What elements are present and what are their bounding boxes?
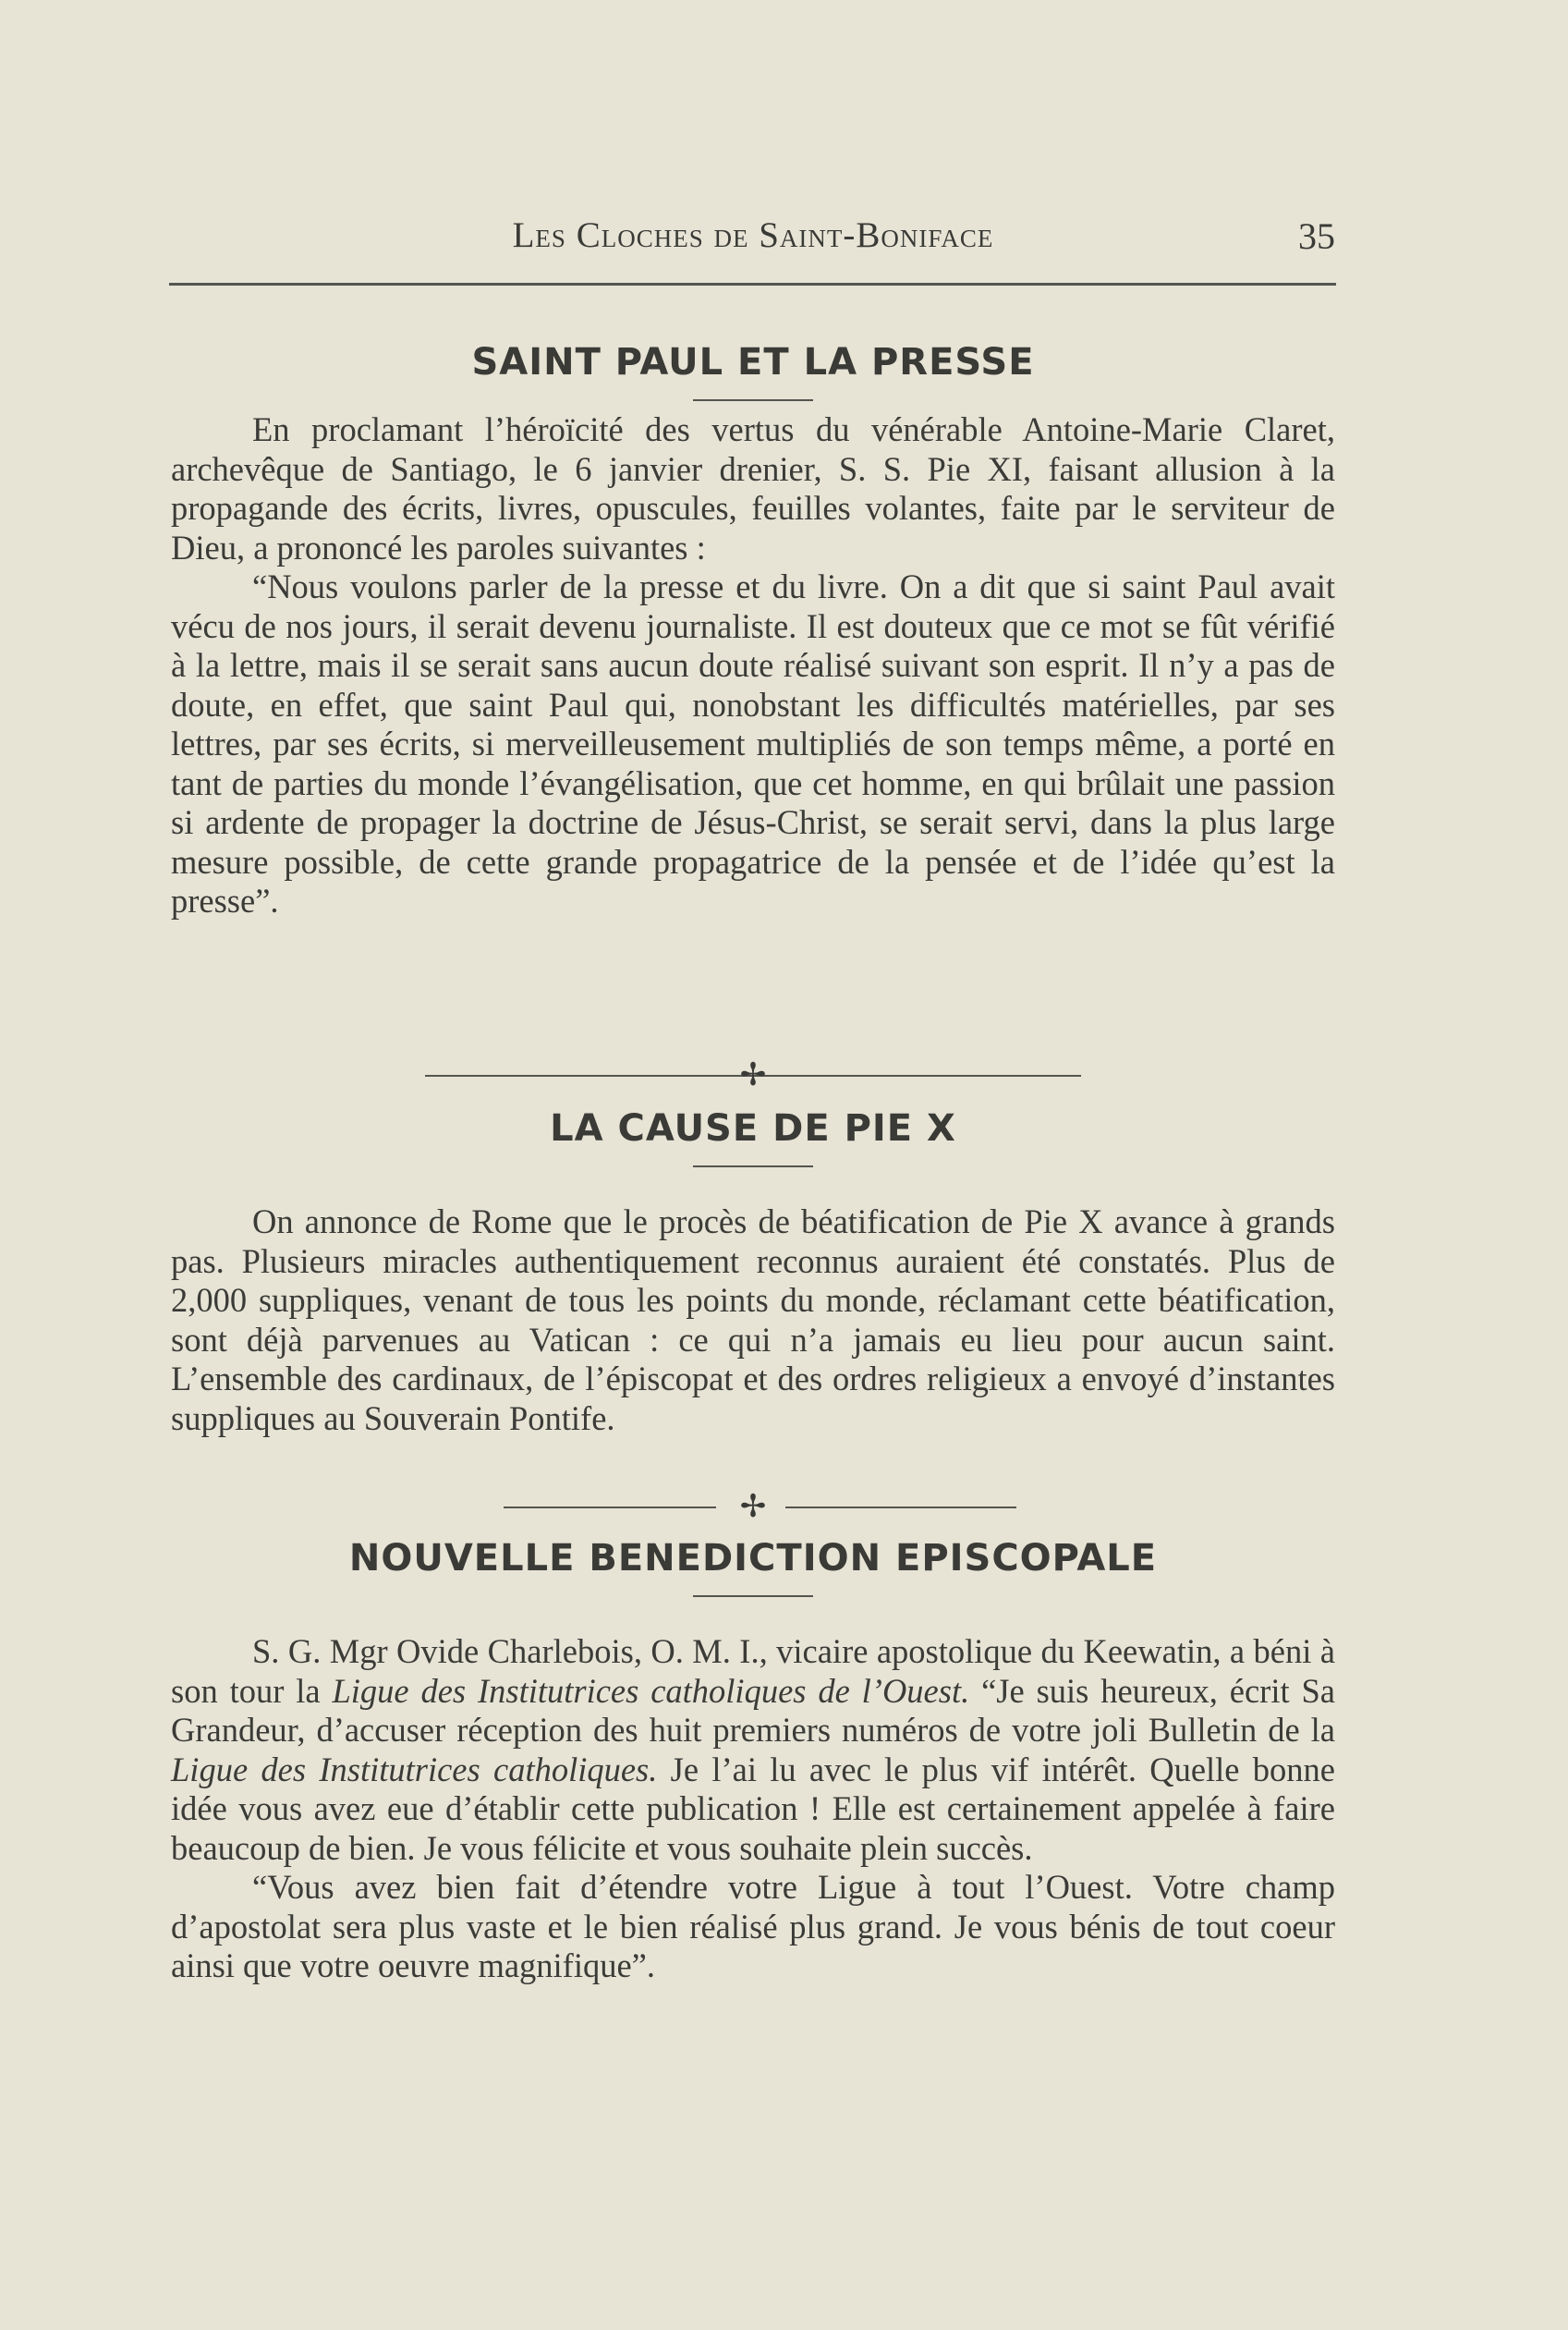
heading-rule [693, 399, 813, 401]
article-heading: LA CAUSE DE PIE X [550, 1107, 956, 1150]
divider-line-right [781, 1075, 1081, 1077]
heading-rule [693, 1595, 813, 1597]
article-paragraph: “Nous voulons parler de la presse et du livre. On a dit que si saint Paul avait vécu de nos jours, il serait devenu journaliste. Il est douteux que ce mot se fût vérifié à la lettre, mais il se serait sans aucun doute réalisé suivant son esprit. Il n’y a pas de doute, en effet, que saint Paul qui, nonobstant les difficultés matérielles, par ses lettres, par ses écrits, si merveilleusement multipliés de son temps même, a porté en tant de parties du monde l’évangélisation, que cet homme, en qui brûlait une passion si ardente de propager la doctrine de Jésus-Christ, se serait servi, dans la plus large mesure possible, de cette grande propagatrice de la pensée et de l’idée qu’est la presse”. [171, 567, 1335, 920]
article-paragraph: “Vous avez bien fait d’étendre votre Ligue à tout l’Ouest. Votre champ d’apostolat sera plus vaste et le bien réalisé plus grand. Je vous bénis de tout coeur ainsi que votre oeuvre magnifique”. [171, 1868, 1335, 1984]
paragraph-text: Je l’ai lu avec le plus vif intérêt. Quelle bonne idée vous avez eue d’établir cette publication ! Elle est certainement appelée à faire beaucoup de bien. Je vous félicite et vous souhaite plein succès. [171, 1750, 1335, 1867]
header-rule [169, 283, 1336, 286]
section-divider [171, 1488, 1335, 1525]
section-divider [171, 1056, 1335, 1093]
cross-ornament-icon: ✢ [739, 1056, 767, 1093]
article-heading: NOUVELLE BENEDICTION EPISCOPALE [348, 1537, 1158, 1580]
article-paragraph: En proclamant l’héroïcité des vertus du vénérable Antoine-Marie Claret, archevêque de Santiago, le 6 janvier drenier, S. S. Pie XI, faisant allusion à la propagande des écrits, livres, opuscules, feuilles volantes, faite par le serviteur de Dieu, a prononcé les paroles suivantes : [171, 410, 1335, 567]
article-cause-pie-x [171, 1103, 1335, 1438]
divider-line-left [504, 1507, 716, 1508]
divider-line-right [785, 1507, 1016, 1508]
paragraph-text: S. G. Mgr Ovide Charlebois, O. M. I., vicaire apostolique du Keewatin, a béni à son tour la [171, 1632, 1335, 1710]
page-number: 35 [1298, 215, 1335, 257]
article-benediction [171, 1532, 1335, 1986]
heading-rule [693, 1165, 813, 1167]
running-head [171, 214, 1335, 261]
article-heading: SAINT PAUL ET LA PRESSE [471, 341, 1035, 384]
article-paragraph: On annonce de Rome que le procès de béatification de Pie X avance à grands pas. Plusieurs miracles authentiquement reconnus auraient été constatés. Plus de 2,000 suppliques, venant de tous les points du monde, réclamant cette béatification, sont déjà parvenues au Vatican : ce qui n’a jamais eu lieu pour aucun saint. L’ensemble des cardinaux, de l’épiscopat et des ordres religieux a envoyé d’instantes suppliques au Souverain Pontife. [171, 1202, 1335, 1437]
article-saint-paul [171, 336, 1335, 921]
league-name-italic: Ligue des Institutrices catholiques. [171, 1750, 658, 1788]
league-name-italic: Ligue des Institutrices catholiques de l’Ouest. [332, 1671, 970, 1710]
article-paragraph [171, 1632, 1335, 1868]
cross-ornament-icon: ✢ [739, 1488, 767, 1525]
running-title: Les Cloches de Saint-Boniface [512, 215, 994, 255]
paragraph-text: “Je suis heureux, écrit Sa Grandeur, d’accuser réception des huit premiers numéros de votre joli Bulletin de la [171, 1671, 1335, 1749]
